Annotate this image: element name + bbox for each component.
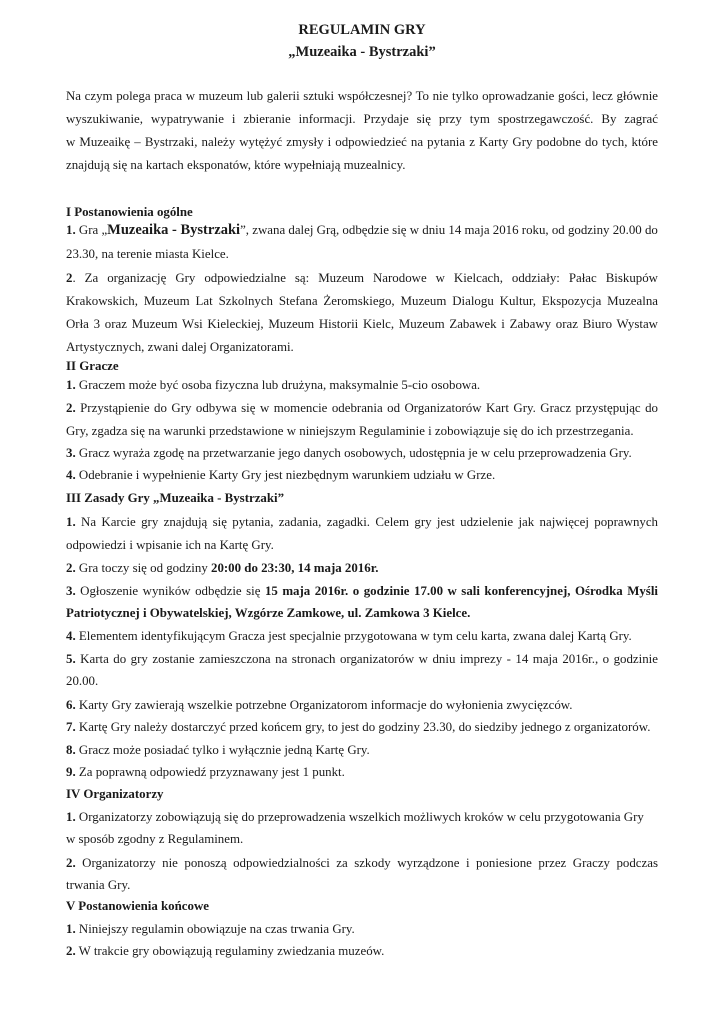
section-2-item-4: 4. Odebranie i wypełnienie Karty Gry jest niezbędnym warunkiem udziału w Grze. [66,468,496,482]
intro-line-4: znajdują się na kartach eksponatów, które wypełniają muzealnicy. [66,158,406,172]
item-number: 1. [66,223,76,237]
section-2-heading: II Gracze [66,359,119,373]
section-3-item-2: 2. Gra toczy się od godziny 20:00 do 23:30, 14 maja 2016r. [66,561,379,575]
item-number: 2 [66,271,73,285]
section-3-item-5: 5. Karta do gry zostanie zamieszczona na stronach organizatorów w dniu imprezy - 14 maja 2016r., o godzinie [66,652,658,666]
section-4-item-1-line-2: w sposób zgodny z Regulaminem. [66,832,244,846]
section-3-item-3: 3. Ogłoszenie wyników odbędzie się 15 maja 2016r. o godzinie 17.00 w sali konferencyjnej, Ośrodka Myśli [66,584,658,598]
section-2-item-2: 2. Przystąpienie do Gry odbywa się w momencie odebrania od Organizatorów Kart Gry. Gracz przystępując do [66,401,658,415]
section-1-item-2-line-2: Krakowskich, Muzeum Lat Szkolnych Stefana Żeromskiego, Muzeum Dialogu Kultur, Ekspozycja Muzealna [66,294,658,308]
document-subtitle: „Muzeaika - Bystrzaki” [288,44,436,60]
section-3-item-8: 8. Gracz może posiadać tylko i wyłącznie jedną Kartę Gry. [66,743,370,757]
section-3-item-9: 9. Za poprawną odpowiedź przyznawany jest 1 punkt. [66,765,345,779]
section-3-item-5-line-2: 20.00. [66,674,99,688]
section-1-item-2: 2. Za organizację Gry odpowiedzialne są: Muzeum Narodowe w Kielcach, oddziały: Pałac Biskupów [66,271,658,285]
section-1-item-1-line-2: 23.30, na terenie miasta Kielce. [66,247,229,261]
intro-line-3: w Muzeaikę – Bystrzaki, należy wytężyć zmysły i odpowiedzieć na pytania z Karty Gry podobne do tych, które [66,135,658,149]
section-3-item-3-line-2: Patriotycznej i Obywatelskiej, Wzgórze Zamkowe, ul. Zamkowa 3 Kielce. [66,606,471,620]
section-2-item-3: 3. Gracz wyraża zgodę na przetwarzanie jego danych osobowych, udostępnia je w celu przeprowadzenia Gry. [66,446,632,460]
section-3-item-1-line-2: odpowiedzi i wpisanie ich na Kartę Gry. [66,538,274,552]
section-4-heading: IV Organizatorzy [66,787,164,801]
document-title: REGULAMIN GRY [298,22,426,38]
section-5-heading: V Postanowienia końcowe [66,899,209,913]
section-4-item-2-line-2: trwania Gry. [66,878,131,892]
section-5-item-1: 1. Niniejszy regulamin obowiązuje na czas trwania Gry. [66,922,355,936]
section-1-item-2-line-4: Artystycznych, zwani dalej Organizatorami. [66,340,294,354]
section-1-item-2-line-3: Orła 3 oraz Muzeum Wsi Kieleckiej, Muzeum Historii Kielc, Muzeum Zabawek i Zabawy oraz Biuro Wystaw [66,317,658,331]
section-1-heading: I Postanowienia ogólne [66,205,193,219]
section-1-item-1: 1. Gra „Muzeaika - Bystrzaki”, zwana dalej Grą, odbędzie się w dniu 14 maja 2016 roku, od godziny 20.00 do [66,222,658,238]
intro-line-1: Na czym polega praca w muzeum lub galerii sztuki współczesnej? To nie tylko oprowadzanie gości, lecz głównie [66,89,658,103]
section-3-item-1: 1. Na Karcie gry znajdują się pytania, zadania, zagadki. Celem gry jest udzielenie jak najwięcej poprawnych [66,515,658,529]
section-3-item-4: 4. Elementem identyfikującym Gracza jest specjalnie przygotowana w tym celu karta, zwana dalej Kartą Gry. [66,629,632,643]
section-3-item-7: 7. Kartę Gry należy dostarczyć przed końcem gry, to jest do godziny 23.30, do siedziby jednego z organizatorów. [66,720,651,734]
intro-line-2: wyszukiwanie, wypatrywanie i zbieranie informacji. Przydaje się przy tym spostrzegawczość. By zagrać [66,112,658,126]
section-4-item-1: 1. Organizatorzy zobowiązują się do przeprowadzenia wszelkich możliwych kroków w celu przygotowania Gry [66,810,644,824]
section-4-item-2: 2. Organizatorzy nie ponoszą odpowiedzialności za szkody wyrządzone i poniesione przez Graczy podczas [66,856,658,870]
section-2-item-2-line-2: Gry, zgadza się na warunki przedstawione w niniejszym Regulaminie i zobowiązuje się do ich przestrzegania. [66,424,634,438]
section-3-heading: III Zasady Gry „Muzeaika - Bystrzaki” [66,491,285,505]
section-2-item-1: 1. Graczem może być osoba fizyczna lub drużyna, maksymalnie 5-cio osobowa. [66,378,481,392]
game-name: Muzeaika - Bystrzaki [107,222,241,238]
section-3-item-6: 6. Karty Gry zawierają wszelkie potrzebne Organizatorom informacje do wyłonienia zwycięzców. [66,698,573,712]
section-5-item-2: 2. W trakcie gry obowiązują regulaminy zwiedzania muzeów. [66,944,385,958]
